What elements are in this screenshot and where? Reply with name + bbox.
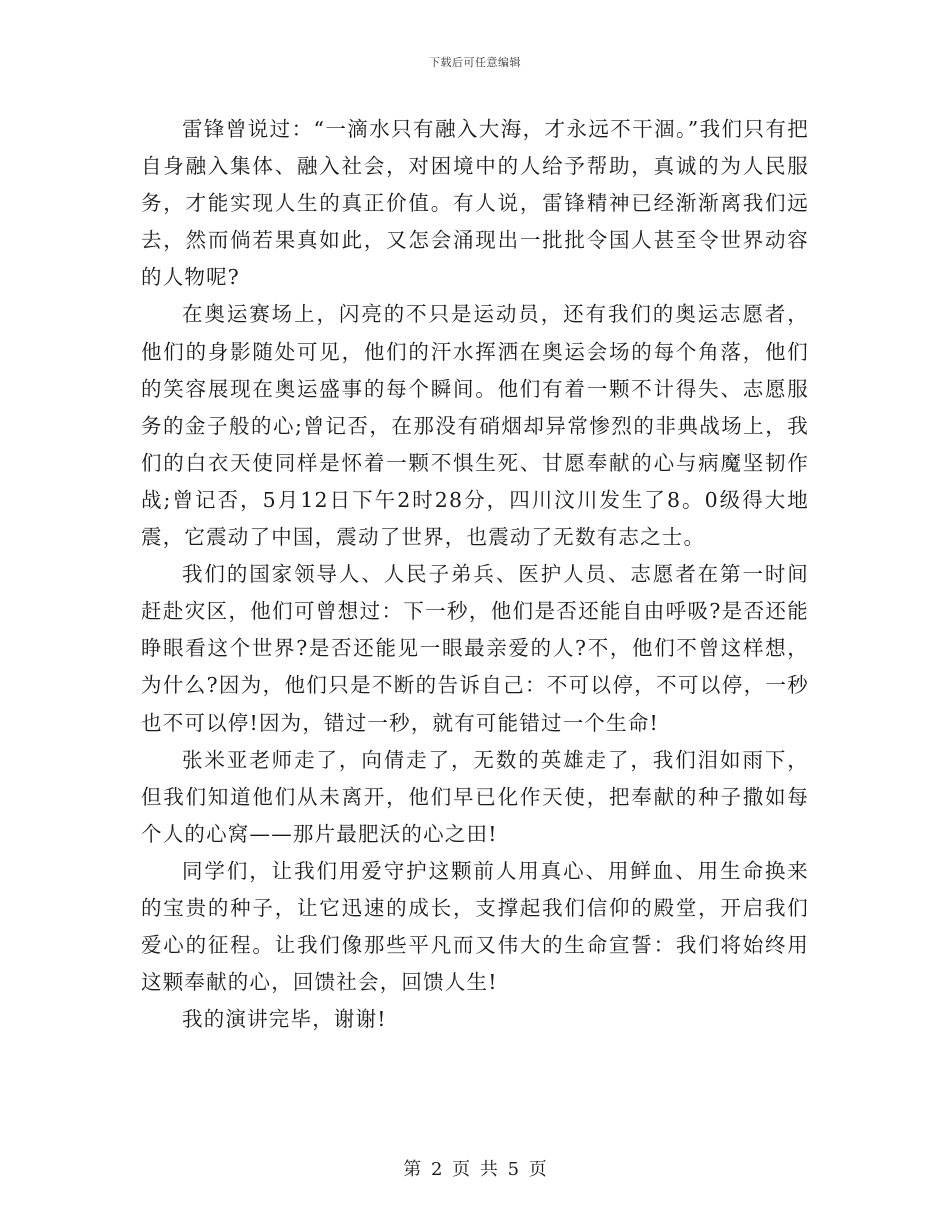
page-number: 第 2 页 共 5 页: [403, 1159, 547, 1180]
paragraph: 我们的国家领导人、人民子弟兵、医护人员、志愿者在第一时间赶赴灾区，他们可曾想过：下一秒，他们是否还能自由呼吸?是否还能睁眼看这个世界?是否还能见一眼最亲爱的人?不，他们不曾这样想，为什么?因为，他们只是不断的告诉自己：不可以停，不可以停，一秒也不可以停!因为，错过一秒，就有可能错过一个生命!: [141, 562, 809, 735]
paragraph: 我的演讲完毕，谢谢!: [182, 1007, 387, 1032]
document-body: [141, 111, 809, 1038]
page-header: 下载后可任意编辑: [429, 56, 521, 69]
paragraph: 雷锋曾说过：“一滴水只有融入大海，才永远不干涸。”我们只有把自身融入集体、融入社会，对困境中的人给予帮助，真诚的为人民服务，才能实现人生的真正价值。有人说，雷锋精神已经渐渐离我们远去，然而倘若果真如此，又怎会涌现出一批批令国人甚至令世界动容的人物呢?: [141, 117, 809, 290]
paragraph: 在奥运赛场上，闪亮的不只是运动员，还有我们的奥运志愿者，他们的身影随处可见，他们的汗水挥洒在奥运会场的每个角落，他们的笑容展现在奥运盛事的每个瞬间。他们有着一颗不计得失、志愿服务的金子般的心;曾记否，在那没有硝烟却异常惨烈的非典战场上，我们的白衣天使同样是怀着一颗不惧生死、甘愿奉献的心与病魔坚韧作战;曾记否，5月12日下午2时28分，四川汶川发生了8。0级得大地震，它震动了中国，震动了世界，也震动了无数有志之士。: [141, 302, 809, 550]
paragraph: 同学们，让我们用爱守护这颗前人用真心、用鲜血、用生命换来的宝贵的种子，让它迅速的成长，支撑起我们信仰的殿堂，开启我们爱心的征程。让我们像那些平凡而又伟大的生命宣誓：我们将始终用这颗奉献的心，回馈社会，回馈人生!: [141, 858, 809, 995]
paragraph: 张米亚老师走了，向倩走了，无数的英雄走了，我们泪如雨下，但我们知道他们从未离开，他们早已化作天使，把奉献的种子撒如每个人的心窝——那片最肥沃的心之田!: [141, 747, 809, 846]
